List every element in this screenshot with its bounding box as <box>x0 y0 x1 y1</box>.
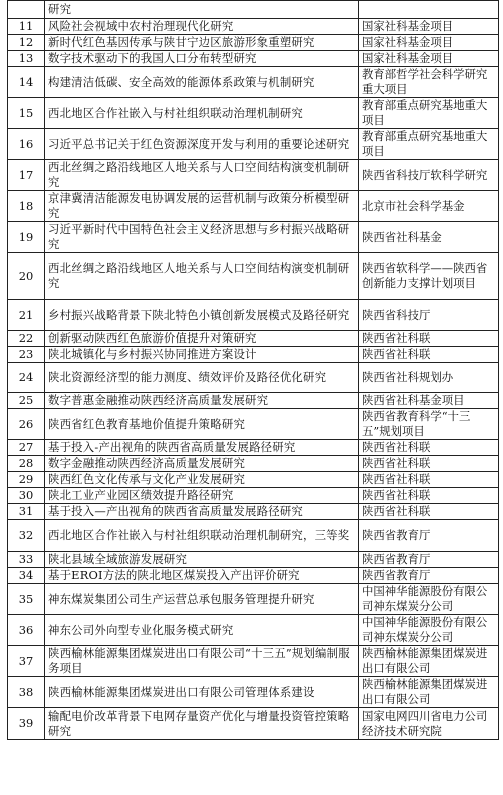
project-source: 陕西省教育厅 <box>359 568 499 584</box>
project-title: 风险社会视域中农村治理现代化研究 <box>45 19 359 35</box>
table-row <box>8 1 499 19</box>
project-source: 陕西榆林能源集团煤炭进出口有限公司 <box>359 677 499 708</box>
row-number: 37 <box>8 646 45 677</box>
project-source: 陕西省社科基金 <box>359 222 499 253</box>
project-title: 基于投入-产出视角的陕西省高质量发展路径研究 <box>45 440 359 456</box>
row-number: 23 <box>8 347 45 363</box>
project-source: 陕西省社科联 <box>359 456 499 472</box>
project-title: 神东煤炭集团公司生产运营总承包服务管理提升研究 <box>45 584 359 615</box>
project-source: 陕西省教育科学“十三五”规划项目 <box>359 409 499 440</box>
table-row <box>8 440 499 456</box>
table-row <box>8 253 499 300</box>
row-number: 26 <box>8 409 45 440</box>
project-source: 陕西省社科联 <box>359 472 499 488</box>
table-row <box>8 520 499 552</box>
table-row <box>8 300 499 331</box>
project-source: 陕西省社科联 <box>359 331 499 347</box>
project-source: 陕西省教育厅 <box>359 520 499 552</box>
project-source: 陕西省社科联 <box>359 504 499 520</box>
table-row <box>8 584 499 615</box>
project-title: 研究 <box>45 1 359 19</box>
table-row <box>8 409 499 440</box>
project-title: 数字普惠金融推动陕西经济高质量发展研究 <box>45 393 359 409</box>
project-source: 陕西省科技厅软科学研究 <box>359 160 499 191</box>
table-row <box>8 19 499 35</box>
project-title: 神东公司外向型专业化服务模式研究 <box>45 615 359 646</box>
project-title: 习近平新时代中国特色社会主义经济思想与乡村振兴战略研究 <box>45 222 359 253</box>
project-source: 陕西省社科联 <box>359 440 499 456</box>
row-number: 24 <box>8 363 45 393</box>
row-number: 17 <box>8 160 45 191</box>
table-row <box>8 568 499 584</box>
project-title: 输配电价改革背景下电网存量资产优化与增量投资管控策略研究 <box>45 708 359 740</box>
project-title: 西北地区合作社嵌入与村社组织联动治理机制研究，三等奖 <box>45 520 359 552</box>
table-row <box>8 347 499 363</box>
project-title: 基于EROI方法的陕北地区煤炭投入产出评价研究 <box>45 568 359 584</box>
project-source: 中国神华能源股份有限公司神东煤炭分公司 <box>359 615 499 646</box>
project-source: 北京市社会科学基金 <box>359 191 499 222</box>
table-row <box>8 35 499 51</box>
row-number: 21 <box>8 300 45 331</box>
project-title: 数字技术驱动下的我国人口分布转型研究 <box>45 51 359 67</box>
project-title: 陕西红色文化传承与文化产业发展研究 <box>45 472 359 488</box>
project-title: 西北丝绸之路沿线地区人地关系与人口空间结构演变机制研究 <box>45 160 359 191</box>
row-number: 36 <box>8 615 45 646</box>
row-number: 20 <box>8 253 45 300</box>
table-row <box>8 129 499 160</box>
project-title: 京津冀清洁能源发电协调发展的运营机制与政策分析模型研究 <box>45 191 359 222</box>
row-number: 30 <box>8 488 45 504</box>
project-title: 西北地区合作社嵌入与村社组织联动治理机制研究 <box>45 98 359 129</box>
project-title: 陕北县域全域旅游发展研究 <box>45 552 359 568</box>
project-source: 教育部重点研究基地重大项目 <box>359 98 499 129</box>
row-number: 35 <box>8 584 45 615</box>
project-title: 陕西榆林能源集团煤炭进出口有限公司“十三五”规划编制服务项目 <box>45 646 359 677</box>
row-number: 27 <box>8 440 45 456</box>
project-title: 创新驱动陕西红色旅游价值提升对策研究 <box>45 331 359 347</box>
table-row <box>8 504 499 520</box>
row-number: 33 <box>8 552 45 568</box>
project-title: 陕西省红色教育基地价值提升策略研究 <box>45 409 359 440</box>
row-number: 39 <box>8 708 45 740</box>
table-row <box>8 393 499 409</box>
table-row <box>8 160 499 191</box>
table-row <box>8 488 499 504</box>
project-source: 教育部重点研究基地重大项目 <box>359 129 499 160</box>
row-number: 19 <box>8 222 45 253</box>
project-source: 陕西省社科规划办 <box>359 363 499 393</box>
table-row <box>8 191 499 222</box>
table-row <box>8 331 499 347</box>
project-title: 乡村振兴战略背景下陕北特色小镇创新发展模式及路径研究 <box>45 300 359 331</box>
table-row <box>8 222 499 253</box>
project-source: 教育部哲学社会科学研究重大项目 <box>359 67 499 98</box>
project-source: 中国神华能源股份有限公司神东煤炭分公司 <box>359 584 499 615</box>
table-row <box>8 552 499 568</box>
row-number <box>8 1 45 19</box>
table-row <box>8 677 499 708</box>
row-number: 15 <box>8 98 45 129</box>
project-source: 陕西省社科联 <box>359 488 499 504</box>
row-number: 12 <box>8 35 45 51</box>
project-source: 陕西省教育厅 <box>359 552 499 568</box>
project-source: 陕西省社科基金项目 <box>359 393 499 409</box>
project-table-body <box>8 1 499 740</box>
project-source: 国家社科基金项目 <box>359 19 499 35</box>
project-source: 陕西省社科联 <box>359 347 499 363</box>
project-source: 国家社科基金项目 <box>359 51 499 67</box>
project-title: 构建清洁低碳、安全高效的能源体系政策与机制研究 <box>45 67 359 98</box>
project-title: 陕北资源经济型的能力测度、绩效评价及路径优化研究 <box>45 363 359 393</box>
row-number: 22 <box>8 331 45 347</box>
project-title: 数字金融推动陕西经济高质量发展研究 <box>45 456 359 472</box>
row-number: 29 <box>8 472 45 488</box>
project-source: 国家社科基金项目 <box>359 35 499 51</box>
row-number: 25 <box>8 393 45 409</box>
row-number: 32 <box>8 520 45 552</box>
project-title: 西北丝绸之路沿线地区人地关系与人口空间结构演变机制研究 <box>45 253 359 300</box>
row-number: 13 <box>8 51 45 67</box>
project-source: 陕西省科技厅 <box>359 300 499 331</box>
table-row <box>8 646 499 677</box>
table-row <box>8 363 499 393</box>
table-row <box>8 51 499 67</box>
row-number: 31 <box>8 504 45 520</box>
table-row <box>8 67 499 98</box>
table-row <box>8 708 499 740</box>
row-number: 18 <box>8 191 45 222</box>
project-title: 陕北城镇化与乡村振兴协同推进方案设计 <box>45 347 359 363</box>
row-number: 38 <box>8 677 45 708</box>
table-row <box>8 98 499 129</box>
table-row <box>8 456 499 472</box>
project-title: 新时代红色基因传承与陕甘宁边区旅游形象重塑研究 <box>45 35 359 51</box>
project-title: 习近平总书记关于红色资源深度开发与利用的重要论述研究 <box>45 129 359 160</box>
project-source <box>359 1 499 19</box>
row-number: 14 <box>8 67 45 98</box>
row-number: 11 <box>8 19 45 35</box>
project-title: 陕西榆林能源集团煤炭进出口有限公司管理体系建设 <box>45 677 359 708</box>
project-title: 基于投入—产出视角的陕西省高质量发展路径研究 <box>45 504 359 520</box>
table-row <box>8 615 499 646</box>
row-number: 34 <box>8 568 45 584</box>
table-row <box>8 472 499 488</box>
row-number: 16 <box>8 129 45 160</box>
row-number: 28 <box>8 456 45 472</box>
project-source: 国家电网四川省电力公司经济技术研究院 <box>359 708 499 740</box>
project-source: 陕西榆林能源集团煤炭进出口有限公司 <box>359 646 499 677</box>
project-title: 陕北工业产业园区绩效提升路径研究 <box>45 488 359 504</box>
project-source: 陕西省软科学——陕西省创新能力支撑计划项目 <box>359 253 499 300</box>
project-table <box>7 0 499 740</box>
